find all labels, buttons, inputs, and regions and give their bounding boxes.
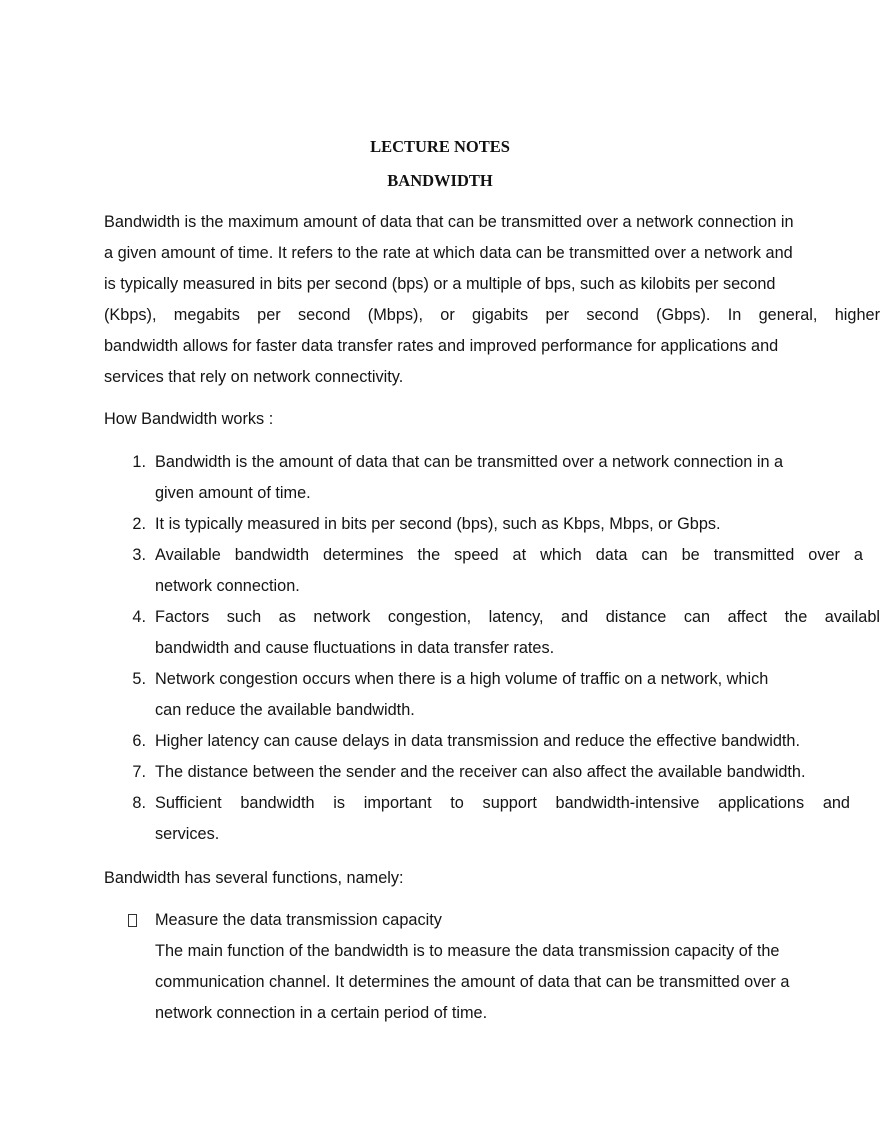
text-line: The main function of the bandwidth is to measure the data transmission capacity of the: [155, 942, 780, 960]
intro-paragraph: [104, 207, 880, 393]
list-item: [0, 757, 880, 788]
text-line: Higher latency can cause delays in data transmission and reduce the effective bandwidth.: [155, 732, 801, 750]
list-number: 8.: [132, 794, 146, 812]
list-number: 1.: [132, 453, 146, 471]
list-number: 5.: [132, 670, 146, 688]
list-item: [0, 664, 880, 726]
document-subtitle: BANDWIDTH: [387, 171, 493, 190]
text-line: The distance between the sender and the receiver can also affect the available bandwidth.: [155, 763, 806, 781]
text-line: Sufficient bandwidth is important to support bandwidth-intensive applications and: [155, 794, 850, 812]
text-line: can reduce the available bandwidth.: [155, 701, 415, 719]
list-item: [0, 788, 880, 850]
text-line: (Kbps), megabits per second (Mbps), or gigabits per second (Gbps). In general, higher: [104, 306, 880, 324]
text-line: It is typically measured in bits per second (bps), such as Kbps, Mbps, or Gbps.: [155, 515, 721, 533]
text-line: network connection.: [155, 577, 300, 595]
text-line: Available bandwidth determines the speed at which data can be transmitted over a: [155, 546, 863, 564]
functions-list: [0, 905, 880, 1029]
list-item: [0, 602, 880, 664]
text-line: is typically measured in bits per second (bps) or a multiple of bps, such as kilobits per second: [104, 275, 776, 293]
text-line: Bandwidth is the amount of data that can be transmitted over a network connection in a: [155, 453, 784, 471]
list-item: [0, 447, 880, 509]
text-line: communication channel. It determines the amount of data that can be transmitted over a: [155, 973, 790, 991]
list-item: [0, 905, 880, 1029]
text-line: bandwidth and cause fluctuations in data transfer rates.: [155, 639, 555, 657]
missing-glyph-bullet-icon: [128, 914, 137, 927]
list-item: [0, 540, 880, 602]
text-line: a given amount of time. It refers to the rate at which data can be transmitted over a network and: [104, 244, 793, 262]
list-number: 7.: [132, 763, 146, 781]
list-number: 6.: [132, 732, 146, 750]
functions-label: Bandwidth has several functions, namely:: [104, 869, 404, 887]
list-number: 2.: [132, 515, 146, 533]
text-line: Bandwidth is the maximum amount of data that can be transmitted over a network connection in: [104, 213, 794, 231]
document-title: LECTURE NOTES: [370, 137, 510, 156]
text-line: services.: [155, 825, 220, 843]
how-works-list: [0, 447, 880, 850]
function-title: Measure the data transmission capacity: [155, 911, 442, 929]
text-line: Network congestion occurs when there is a high volume of traffic on a network, which: [155, 670, 769, 688]
text-line: network connection in a certain period of time.: [155, 1004, 488, 1022]
how-works-label: How Bandwidth works :: [104, 410, 274, 428]
list-number: 4.: [132, 608, 146, 626]
list-item: [0, 509, 880, 540]
text-line: bandwidth allows for faster data transfer rates and improved performance for applications and: [104, 337, 779, 355]
text-line: services that rely on network connectivity.: [104, 368, 404, 386]
text-line: Factors such as network congestion, latency, and distance can affect the availabl: [155, 608, 880, 626]
text-line: given amount of time.: [155, 484, 311, 502]
list-item: [0, 726, 880, 757]
list-number: 3.: [132, 546, 146, 564]
